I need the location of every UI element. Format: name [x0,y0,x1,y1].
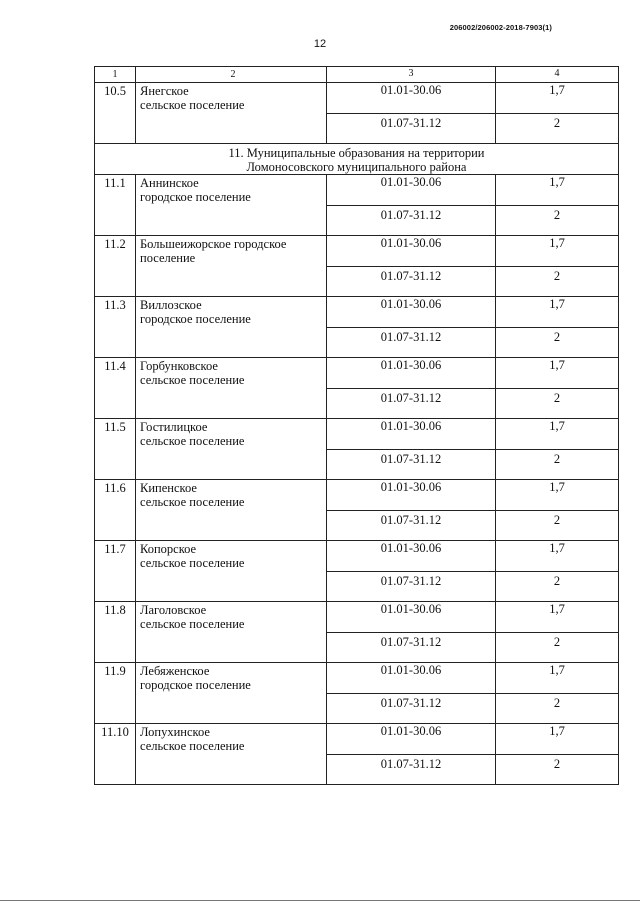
header-col-1: 1 [95,67,136,83]
municipality-name-line2: сельское поселение [140,373,245,387]
value-cell [496,389,619,419]
row-number: 11.10 [101,725,129,739]
row-number: 11.7 [104,542,126,556]
value-first-half: 1,7 [549,297,565,311]
row-number: 11.5 [104,420,126,434]
value-cell [496,572,619,602]
period-cell [327,206,496,236]
page-bottom-rule [0,900,640,901]
municipality-cell [136,724,327,785]
period-cell [327,694,496,724]
period-second-half: 01.07-31.12 [380,269,442,283]
period-cell [327,267,496,297]
value-second-half: 2 [553,452,561,466]
value-second-half: 2 [553,330,561,344]
municipality-name-line2: городское поселение [140,190,251,204]
municipality-name-line2: сельское поселение [140,495,245,509]
row-number-cell [95,724,136,785]
row-number-cell [95,297,136,358]
period-second-half: 01.07-31.12 [380,452,442,466]
period-cell [327,572,496,602]
period-second-half: 01.07-31.12 [380,330,442,344]
period-second-half: 01.07-31.12 [380,574,442,588]
municipality-name-line1: Лебяженское [140,664,210,678]
period-cell [327,541,496,572]
row-number-cell [95,419,136,480]
value-cell [496,175,619,206]
period-second-half: 01.07-31.12 [380,513,442,527]
value-first-half: 1,7 [549,724,565,738]
value-cell [496,450,619,480]
value-second-half: 2 [553,116,561,130]
period-cell [327,236,496,267]
value-first-half: 1,7 [549,419,565,433]
value-first-half: 1,7 [549,236,565,250]
period-first-half: 01.01-30.06 [380,663,442,677]
municipality-cell [136,175,327,236]
value-cell [496,419,619,450]
row-number: 11.6 [104,481,126,495]
period-first-half: 01.01-30.06 [380,297,442,311]
municipality-name-line2: поселение [140,251,196,265]
period-cell [327,663,496,694]
municipality-name-line1: Гостилицкое [140,420,208,434]
header-col-3: 3 [327,67,496,83]
table-row [95,419,619,450]
table-row [95,602,619,633]
row-number: 10.5 [104,84,126,98]
period-cell [327,724,496,755]
value-first-half: 1,7 [549,358,565,372]
table-row [95,724,619,755]
value-cell [496,206,619,236]
municipality-name-line1: Лаголовское [140,603,207,617]
value-cell [496,663,619,694]
table-row [95,663,619,694]
municipality-name-line2: сельское поселение [140,98,245,112]
row-number-cell [95,358,136,419]
row-number-cell [95,83,136,144]
value-first-half: 1,7 [549,480,565,494]
page-number: 12 [313,38,327,50]
period-cell [327,450,496,480]
period-cell [327,389,496,419]
value-cell [496,602,619,633]
period-second-half: 01.07-31.12 [380,391,442,405]
period-cell [327,755,496,785]
value-cell [496,297,619,328]
municipality-name-line2: городское поселение [140,312,251,326]
value-cell [496,633,619,663]
value-second-half: 2 [553,269,561,283]
municipality-cell [136,83,327,144]
period-cell [327,114,496,144]
value-cell [496,724,619,755]
value-cell [496,328,619,358]
value-cell [496,358,619,389]
value-cell [496,694,619,724]
value-cell [496,480,619,511]
municipality-name-line1: Янегское [140,84,189,98]
table-body [95,67,619,785]
municipality-name-line1: Виллозское [140,298,202,312]
value-first-half: 1,7 [549,175,565,189]
municipality-name-line2: сельское поселение [140,739,245,753]
row-number-cell [95,541,136,602]
municipality-cell [136,297,327,358]
municipality-name-line1: Аннинское [140,176,199,190]
period-second-half: 01.07-31.12 [380,116,442,130]
municipality-name-line1: Лопухинское [140,725,210,739]
row-number: 11.8 [104,603,126,617]
period-cell [327,602,496,633]
table-header-row [95,67,619,83]
period-first-half: 01.01-30.06 [380,236,442,250]
municipality-cell [136,602,327,663]
row-number: 11.4 [104,359,126,373]
tariff-table [94,66,619,785]
period-first-half: 01.01-30.06 [380,83,442,97]
period-cell [327,511,496,541]
table-row [95,297,619,328]
period-first-half: 01.01-30.06 [380,358,442,372]
section-title-line2: Ломоносовского муниципального района [246,160,467,174]
value-cell [496,83,619,114]
period-cell [327,480,496,511]
header-col-4: 4 [496,67,619,83]
municipality-cell [136,663,327,724]
table-row [95,480,619,511]
municipality-cell [136,358,327,419]
period-first-half: 01.01-30.06 [380,175,442,189]
period-second-half: 01.07-31.12 [380,696,442,710]
period-cell [327,297,496,328]
period-cell [327,83,496,114]
municipality-cell [136,236,327,297]
period-cell [327,419,496,450]
row-number: 11.9 [104,664,126,678]
section-heading-row [95,144,619,175]
period-first-half: 01.01-30.06 [380,541,442,555]
municipality-name-line2: городское поселение [140,678,251,692]
value-second-half: 2 [553,208,561,222]
header-col-2: 2 [136,67,327,83]
value-cell [496,511,619,541]
period-cell [327,328,496,358]
period-second-half: 01.07-31.12 [380,635,442,649]
municipality-cell [136,480,327,541]
document-id: 206002/206002-2018-7903(1) [449,23,552,32]
municipality-name-line1: Большеижорское городское [140,237,287,251]
table-row [95,541,619,572]
period-second-half: 01.07-31.12 [380,757,442,771]
municipality-name-line2: сельское поселение [140,617,245,631]
row-number-cell [95,175,136,236]
value-first-half: 1,7 [549,541,565,555]
value-cell [496,236,619,267]
table-row [95,358,619,389]
period-first-half: 01.01-30.06 [380,724,442,738]
value-second-half: 2 [553,635,561,649]
period-second-half: 01.07-31.12 [380,208,442,222]
municipality-name-line1: Горбунковское [140,359,218,373]
value-second-half: 2 [553,513,561,527]
table-row [95,236,619,267]
municipality-cell [136,419,327,480]
municipality-name-line1: Копорское [140,542,197,556]
row-number-cell [95,663,136,724]
value-first-half: 1,7 [549,602,565,616]
section-title-line1: 11. Муниципальные образования на территории [228,146,485,160]
municipality-name-line2: сельское поселение [140,556,245,570]
value-cell [496,267,619,297]
period-first-half: 01.01-30.06 [380,480,442,494]
value-cell [496,541,619,572]
row-number-cell [95,236,136,297]
value-first-half: 1,7 [549,83,565,97]
municipality-name-line1: Кипенское [140,481,197,495]
period-cell [327,633,496,663]
period-cell [327,175,496,206]
table-row [95,83,619,114]
municipality-name-line2: сельское поселение [140,434,245,448]
section-heading-cell [95,144,619,175]
value-first-half: 1,7 [549,663,565,677]
table-row [95,175,619,206]
row-number-cell [95,602,136,663]
value-cell [496,114,619,144]
municipality-cell [136,541,327,602]
row-number-cell [95,480,136,541]
value-second-half: 2 [553,757,561,771]
row-number: 11.1 [104,176,126,190]
period-cell [327,358,496,389]
value-cell [496,755,619,785]
value-second-half: 2 [553,574,561,588]
value-second-half: 2 [553,696,561,710]
period-first-half: 01.01-30.06 [380,419,442,433]
value-second-half: 2 [553,391,561,405]
row-number: 11.3 [104,298,126,312]
row-number: 11.2 [104,237,126,251]
period-first-half: 01.01-30.06 [380,602,442,616]
